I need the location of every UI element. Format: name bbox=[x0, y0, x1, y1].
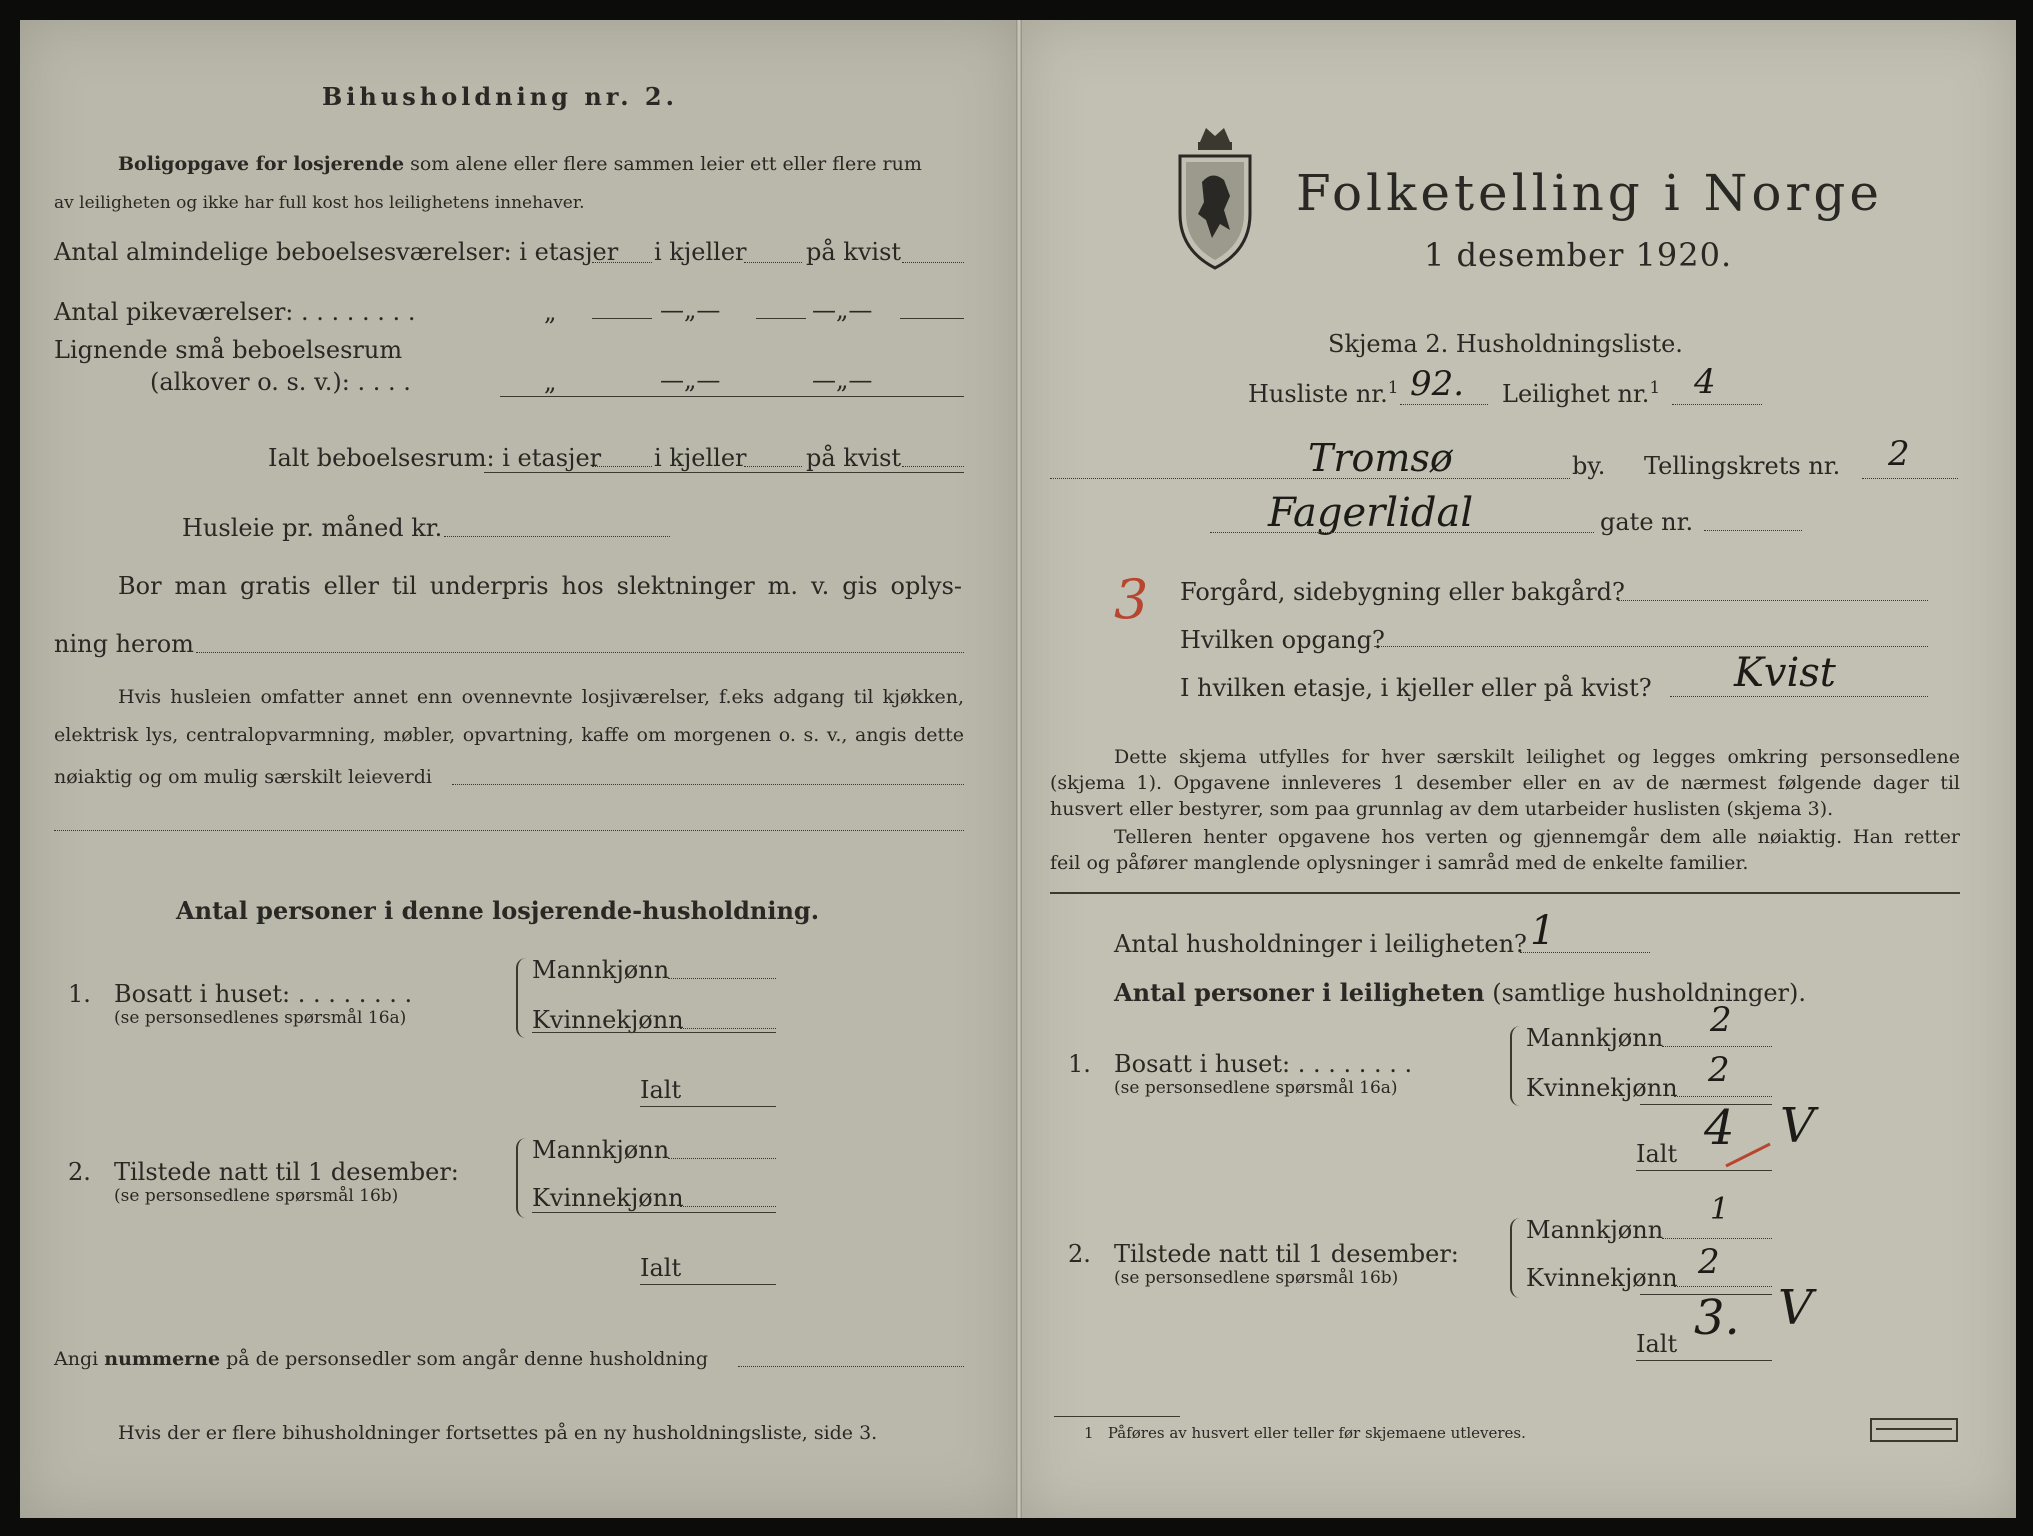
pike-kjeller-field[interactable] bbox=[756, 318, 806, 319]
left-q2-sub: (se personsedlene spørsmål 16b) bbox=[114, 1186, 399, 1206]
left-q2-brace bbox=[516, 1138, 526, 1218]
norway-coat-of-arms-icon bbox=[1172, 122, 1258, 272]
info-line-2: (skjema 1). Opgavene innleveres 1 desember eller en av de nærmest følgende dager til bbox=[1050, 772, 1960, 794]
hush-label: Antal husholdninger i leiligheten? bbox=[1114, 930, 1527, 958]
ialt-etasjer-field[interactable] bbox=[592, 466, 652, 467]
right-q2-brace bbox=[1510, 1218, 1520, 1298]
left-q2-ialt-field[interactable] bbox=[640, 1284, 776, 1285]
hvis-line-2: elektrisk lys, centralopvarmning, møbler, opvartning, kaffe om morgenen o. s. v., angis dette bbox=[54, 724, 964, 746]
intro-bold: Boligopgave for losjerende bbox=[118, 153, 405, 175]
footnote-num: 1 bbox=[1084, 1424, 1094, 1442]
footnote-text: Påføres av husvert eller teller før skjemaene utleveres. bbox=[1107, 1424, 1526, 1442]
right-q1-label: Bosatt i huset: . . . . . . . . bbox=[1114, 1050, 1413, 1078]
right-q2-mann-field[interactable] bbox=[1662, 1238, 1772, 1239]
left-q2-kvinne-label: Kvinnekjønn bbox=[532, 1184, 684, 1212]
left-q1-num: 1. bbox=[68, 980, 91, 1008]
right-q1-kvinne-label: Kvinnekjønn bbox=[1526, 1074, 1678, 1102]
persons-bold: Antal personer i leiligheten bbox=[1114, 978, 1485, 1007]
red-mark: 3 bbox=[1114, 568, 1149, 631]
info-line-5: feil og påfører manglende oplysninger i samråd med de enkelte familier. bbox=[1050, 852, 1749, 874]
gratis-line-1: Bor man gratis eller til underpris hos slektninger m. v. gis oplys- bbox=[118, 572, 962, 600]
ialt-rooms-underline bbox=[484, 472, 964, 473]
printer-stamp-icon bbox=[1870, 1418, 1958, 1442]
small-ditto-2: —„— bbox=[660, 366, 721, 394]
gratis-line-2: ning herom bbox=[54, 630, 194, 658]
hvis-field[interactable] bbox=[452, 784, 964, 785]
form-date: 1 desember 1920. bbox=[1424, 236, 1733, 274]
husliste-value[interactable]: 92. bbox=[1410, 364, 1465, 404]
ialt-kjeller-field[interactable] bbox=[744, 466, 802, 467]
leilighet-label bbox=[1502, 378, 1660, 408]
left-q1-kvinne-field[interactable] bbox=[680, 1028, 776, 1029]
right-q2-sub: (se personsedlene spørsmål 16b) bbox=[1114, 1268, 1399, 1288]
hvis-line-3: nøiaktig og om mulig særskilt leieverdi bbox=[54, 766, 432, 788]
rent-label: Husleie pr. måned kr. bbox=[182, 514, 443, 542]
right-q2-ialt-value[interactable]: 3. bbox=[1694, 1290, 1740, 1346]
leilighet-text: Leilighet nr. bbox=[1502, 380, 1650, 408]
right-q1-mann-field[interactable] bbox=[1662, 1046, 1772, 1047]
husliste-label bbox=[1248, 378, 1399, 408]
pike-etasjer-field[interactable] bbox=[592, 318, 652, 319]
left-intro-line-2: av leiligheten og ikke har full kost hos leilighetens innehaver. bbox=[54, 193, 585, 213]
left-q2-ialt-label: Ialt bbox=[640, 1254, 682, 1282]
right-q1-mann-label: Mannkjønn bbox=[1526, 1024, 1664, 1052]
ialt-rooms-label: Ialt beboelsesrum: i etasjer bbox=[268, 444, 602, 472]
leilighet-field[interactable] bbox=[1672, 404, 1762, 405]
red-strike-icon bbox=[1724, 1140, 1774, 1170]
footnote-line bbox=[1084, 1424, 1526, 1442]
city-value[interactable]: Tromsø bbox=[1308, 436, 1453, 480]
angi-field[interactable] bbox=[738, 1366, 964, 1367]
etasje-field[interactable] bbox=[1670, 696, 1928, 697]
left-q1-underline bbox=[532, 1032, 776, 1033]
gratis-field[interactable] bbox=[196, 652, 964, 653]
angi-bold: nummerne bbox=[104, 1348, 221, 1370]
left-q1-mann-field[interactable] bbox=[668, 978, 776, 979]
small-ditto-3: —„— bbox=[812, 366, 873, 394]
rooms-kvist-label: på kvist bbox=[806, 238, 902, 266]
opgang-field[interactable] bbox=[1374, 646, 1928, 647]
right-q2-ialt-field[interactable] bbox=[1636, 1360, 1772, 1361]
ialt-kvist-label: på kvist bbox=[806, 444, 902, 472]
right-q1-ialt-value[interactable]: 4 bbox=[1704, 1100, 1735, 1156]
right-q1-kvinne-value[interactable]: 2 bbox=[1708, 1050, 1730, 1090]
street-field[interactable] bbox=[1210, 532, 1594, 533]
small-ditto-1: „ bbox=[544, 368, 557, 396]
right-q1-ialt-label: Ialt bbox=[1636, 1140, 1678, 1168]
right-q1-num: 1. bbox=[1068, 1050, 1091, 1078]
info-separator bbox=[1050, 892, 1960, 894]
left-q1-kvinne-label: Kvinnekjønn bbox=[532, 1006, 684, 1034]
left-q2-label: Tilstede natt til 1 desember: bbox=[114, 1158, 459, 1186]
pike-ditto-3: —„— bbox=[812, 296, 873, 324]
left-q1-mann-label: Mannkjønn bbox=[532, 956, 670, 984]
rooms-kjeller-field[interactable] bbox=[744, 262, 802, 263]
info-line-1: Dette skjema utfylles for hver særskilt leilighet og legges omkring personsedlene bbox=[1114, 746, 1960, 768]
right-q2-kvinne-label: Kvinnekjønn bbox=[1526, 1264, 1678, 1292]
right-q2-kvinne-field[interactable] bbox=[1674, 1286, 1772, 1287]
left-persons-heading: Antal personer i denne losjerende-husholdning. bbox=[176, 896, 820, 925]
small-rooms-label-1: Lignende små beboelsesrum bbox=[54, 336, 403, 364]
right-q2-mann-label: Mannkjønn bbox=[1526, 1216, 1664, 1244]
form-title: Folketelling i Norge bbox=[1296, 164, 1883, 222]
hvis-extra-field[interactable] bbox=[54, 830, 964, 831]
hush-field[interactable] bbox=[1520, 952, 1650, 953]
husliste-field[interactable] bbox=[1400, 404, 1488, 405]
right-q2-num: 2. bbox=[1068, 1240, 1091, 1268]
hush-value[interactable]: 1 bbox=[1530, 908, 1556, 954]
right-q1-ialt-field[interactable] bbox=[1636, 1170, 1772, 1171]
right-q1-sub: (se personsedlene spørsmål 16a) bbox=[1114, 1078, 1398, 1098]
etasje-value[interactable]: Kvist bbox=[1734, 650, 1836, 696]
gate-label: gate nr. bbox=[1600, 508, 1694, 536]
forgard-field[interactable] bbox=[1618, 600, 1928, 601]
by-label: by. bbox=[1572, 452, 1606, 480]
left-footer: Hvis der er flere bihusholdninger fortsettes på en ny husholdningsliste, side 3. bbox=[118, 1422, 878, 1444]
krets-value[interactable]: 2 bbox=[1888, 434, 1910, 474]
info-line-3: husvert eller bestyrer, som paa grunnlag av dem utarbeider huslisten (skjema 3). bbox=[1050, 798, 1834, 820]
street-value[interactable]: Fagerlidal bbox=[1268, 490, 1474, 536]
rooms-kvist-field[interactable] bbox=[902, 262, 964, 263]
pike-ditto-1: „ bbox=[544, 298, 557, 326]
skjema-label: Skjema 2. Husholdningsliste. bbox=[1328, 330, 1683, 358]
angi-post: på de personsedler som angår denne husholdning bbox=[220, 1348, 709, 1370]
right-q2-mann-value[interactable]: 1 bbox=[1710, 1192, 1730, 1227]
ialt-kvist-field[interactable] bbox=[902, 466, 964, 467]
left-q2-underline bbox=[532, 1212, 776, 1213]
hvis-line-1: Hvis husleien omfatter annet enn ovennevnte losjiværelser, f.eks adgang til kjøkken, bbox=[118, 686, 964, 708]
page-fold bbox=[1016, 20, 1022, 1518]
angi-pre: Angi bbox=[54, 1348, 105, 1370]
footnote-rule bbox=[1054, 1416, 1180, 1417]
rent-field[interactable] bbox=[444, 536, 670, 537]
right-q1-mann-value[interactable]: 2 bbox=[1710, 1000, 1732, 1040]
right-persons-heading bbox=[1114, 978, 1806, 1007]
ialt-kjeller-label: i kjeller bbox=[654, 444, 747, 472]
right-q1-kvinne-field[interactable] bbox=[1674, 1096, 1772, 1097]
rooms-etasjer-field[interactable] bbox=[592, 262, 652, 263]
left-q2-num: 2. bbox=[68, 1158, 91, 1186]
left-q1-ialt-label: Ialt bbox=[640, 1076, 682, 1104]
left-heading: Bihusholdning nr. 2. bbox=[322, 82, 678, 111]
right-q2-kvinne-value[interactable]: 2 bbox=[1698, 1242, 1720, 1282]
persons-rest: (samtlige husholdninger). bbox=[1484, 979, 1807, 1007]
left-q1-label: Bosatt i huset: . . . . . . . . bbox=[114, 980, 413, 1008]
small-rooms-label-2: (alkover o. s. v.): . . . . bbox=[150, 368, 411, 396]
forgard-label: Forgård, sidebygning eller bakgård? bbox=[1180, 578, 1625, 606]
small-rooms-underline[interactable] bbox=[500, 396, 964, 397]
right-q2-label: Tilstede natt til 1 desember: bbox=[1114, 1240, 1459, 1268]
rooms-kjeller-label: i kjeller bbox=[654, 238, 747, 266]
pike-kvist-field[interactable] bbox=[900, 318, 964, 319]
left-q1-sub: (se personsedlenes spørsmål 16a) bbox=[114, 1008, 407, 1028]
leilighet-value[interactable]: 4 bbox=[1694, 362, 1716, 402]
info-line-4: Telleren henter opgavene hos verten og gjennemgår dem alle nøiaktig. Han retter bbox=[1114, 826, 1960, 848]
rooms-label: Antal almindelige beboelsesværelser: i etasjer bbox=[54, 238, 619, 266]
pike-label: Antal pikeværelser: . . . . . . . . bbox=[54, 298, 416, 326]
krets-field[interactable] bbox=[1862, 478, 1958, 479]
right-q2-ialt-label: Ialt bbox=[1636, 1330, 1678, 1358]
husliste-sup: 1 bbox=[1387, 378, 1399, 398]
intro-rest-1: som alene eller flere sammen leier ett eller flere rum bbox=[404, 153, 922, 175]
left-q2-kvinne-field[interactable] bbox=[680, 1206, 776, 1207]
left-q2-mann-label: Mannkjønn bbox=[532, 1136, 670, 1164]
leilighet-sup: 1 bbox=[1649, 378, 1661, 398]
husliste-text: Husliste nr. bbox=[1248, 380, 1388, 408]
angi-line bbox=[54, 1348, 708, 1370]
left-q1-brace bbox=[516, 958, 526, 1038]
gate-field[interactable] bbox=[1704, 530, 1802, 531]
pike-ditto-2: —„— bbox=[660, 296, 721, 324]
opgang-label: Hvilken opgang? bbox=[1180, 626, 1385, 654]
etasje-label: I hvilken etasje, i kjeller eller på kvist? bbox=[1180, 674, 1652, 702]
right-q1-brace bbox=[1510, 1026, 1520, 1106]
left-q1-ialt-field[interactable] bbox=[640, 1106, 776, 1107]
right-q1-ialt-check: V bbox=[1780, 1098, 1815, 1154]
left-intro-line-1 bbox=[118, 153, 922, 175]
city-field[interactable] bbox=[1050, 478, 1570, 479]
krets-label: Tellingskrets nr. bbox=[1644, 452, 1841, 480]
right-q2-ialt-check: V bbox=[1778, 1280, 1813, 1336]
left-q2-mann-field[interactable] bbox=[668, 1158, 776, 1159]
